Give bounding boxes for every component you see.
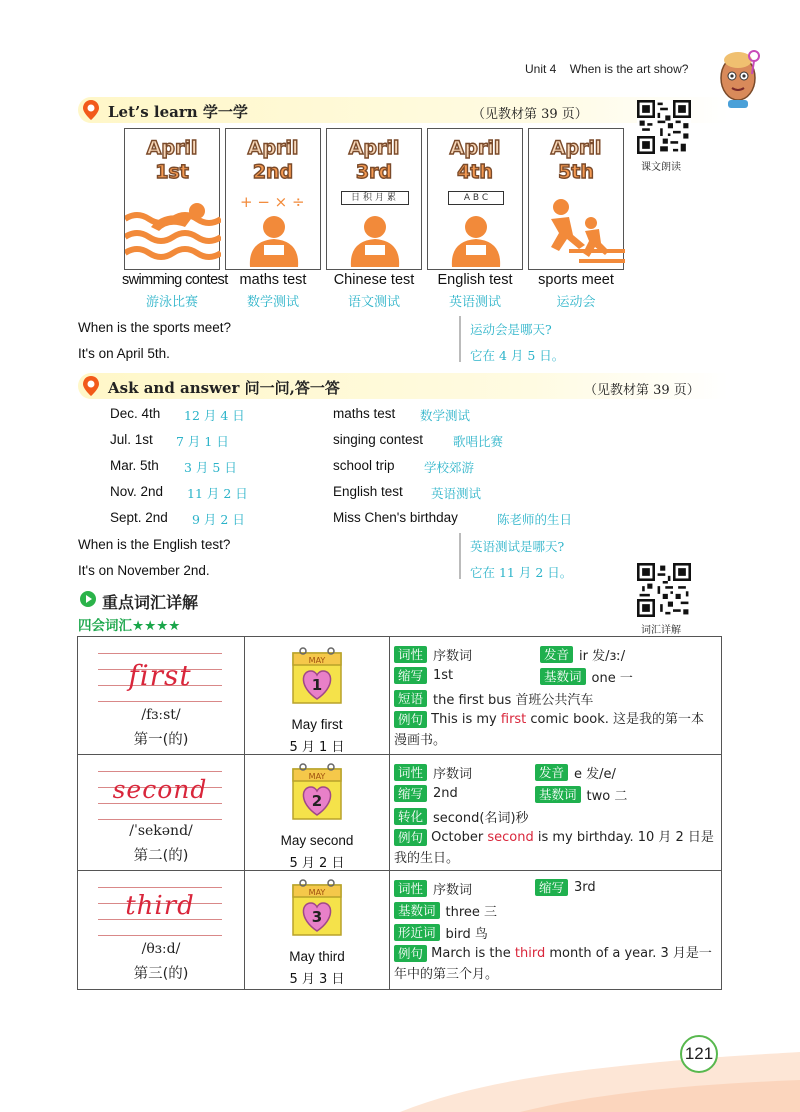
- dialog-question-zh: 运动会是哪天?: [470, 322, 552, 337]
- caption-en: Chinese test: [333, 272, 415, 288]
- card-april-3rd: [326, 128, 422, 270]
- dialog-answer: It's on April 5th.: [78, 346, 170, 361]
- vocab-word: third: [125, 891, 195, 921]
- caption-zh: 游泳比赛: [145, 295, 198, 310]
- vocab-row-third: [78, 871, 721, 989]
- meaning: 第一(的): [133, 732, 189, 748]
- date-en: Nov. 2nd: [110, 484, 164, 499]
- runner-icon: [529, 189, 625, 269]
- cardinal-value: three 三: [445, 905, 498, 920]
- tag-phrase: 短语: [394, 690, 427, 707]
- calendar-en: May first: [291, 717, 343, 732]
- event-en: school trip: [333, 458, 395, 473]
- maths-student-icon: [226, 189, 322, 269]
- abbr-value: 1st: [433, 668, 454, 683]
- location-pin-icon: [82, 375, 100, 397]
- tag-example: 例句: [394, 945, 427, 962]
- caption-zh: 语文测试: [347, 295, 400, 310]
- vocab-row-first: [78, 637, 721, 755]
- example-highlight: first: [500, 712, 527, 727]
- calendar-icon: [289, 761, 345, 821]
- calendar-month: MAY: [308, 772, 326, 781]
- date-zh: 12 月 4 日: [184, 408, 245, 423]
- caption-en: sports meet: [538, 272, 614, 288]
- calendar-zh: 5 月 1 日: [289, 740, 345, 755]
- info-cell: [390, 637, 723, 754]
- meaning: 第二(的): [133, 848, 189, 864]
- qr-label-vocab: 词汇详解: [641, 625, 681, 636]
- card-april-2nd: [225, 128, 321, 270]
- card-month: April: [348, 137, 400, 159]
- example-highlight: second: [487, 830, 534, 845]
- tag-pos: 词性: [394, 880, 427, 897]
- tag-abbr: 缩写: [535, 879, 568, 896]
- calendar-zh: 5 月 3 日: [289, 972, 345, 987]
- card-month: April: [247, 137, 299, 159]
- pron-value: ir 发/ɜː/: [579, 649, 626, 664]
- date-zh: 11 月 2 日: [187, 486, 248, 501]
- event-en: Miss Chen's birthday: [333, 510, 458, 525]
- example-post: comic book. 这是我的第一本漫画书。: [394, 712, 705, 748]
- phonetic: /ˈsekənd/: [129, 823, 193, 839]
- dialog-question-zh: 英语测试是哪天?: [470, 539, 565, 554]
- calendar-zh: 5 月 2 日: [289, 856, 345, 871]
- date-en: Sept. 2nd: [110, 510, 168, 525]
- tag-pron: 发音: [540, 646, 573, 663]
- ask-answer-ref: （见教材第 39 页）: [584, 383, 700, 398]
- abbr-value: 2nd: [433, 786, 458, 801]
- english-student-icon: [428, 189, 524, 269]
- near-form-value: bird 鸟: [445, 927, 488, 942]
- tag-cardinal: 基数词: [540, 668, 586, 685]
- english-sign: A B C: [448, 191, 504, 205]
- vocab-heading: 重点词汇详解: [102, 593, 199, 612]
- example-post: is my birthday. 10 月 2 日是我的生日。: [394, 830, 714, 866]
- chinese-sign: 日积月累: [341, 191, 409, 205]
- meaning: 第三(的): [133, 966, 189, 982]
- info-cell: [390, 755, 723, 870]
- tag-cardinal: 基数词: [394, 902, 440, 919]
- date-zh: 3 月 5 日: [184, 460, 237, 475]
- date-zh: 9 月 2 日: [192, 512, 245, 527]
- caption-zh: 英语测试: [448, 295, 501, 310]
- phrase-value: the first bus 首班公共汽车: [433, 693, 594, 708]
- calendar-number: 2: [311, 792, 323, 810]
- ask-answer-title: Ask and answer 问一问,答一答: [108, 379, 340, 397]
- qr-code-icon[interactable]: [637, 100, 691, 154]
- abbr-value: 3rd: [574, 880, 596, 895]
- calendar-number: 1: [311, 676, 323, 694]
- calendar-month: MAY: [308, 888, 326, 897]
- calendar-en: May third: [289, 949, 345, 964]
- tag-cardinal: 基数词: [535, 786, 581, 803]
- caption-zh: 数学测试: [246, 295, 299, 310]
- word-cell: [78, 755, 245, 870]
- pos-value: 序数词: [433, 767, 473, 782]
- example-sentence: [394, 827, 714, 869]
- divider: [459, 316, 461, 362]
- card-day: 4th: [457, 161, 493, 183]
- caption-en: maths test: [239, 272, 307, 288]
- event-en: singing contest: [333, 432, 424, 447]
- word-cell: [78, 871, 245, 989]
- dialog-answer-zh: 它在 11 月 2 日。: [470, 565, 573, 580]
- example-pre: This is my: [431, 712, 501, 727]
- pron-value: e 发/e/: [574, 767, 616, 782]
- lets-learn-title: Let’s learn 学一学: [108, 103, 248, 121]
- tag-conversion: 转化: [394, 808, 427, 825]
- date-en: Jul. 1st: [110, 432, 153, 447]
- calendar-cell: [245, 871, 390, 989]
- lets-learn-ref: （见教材第 39 页）: [472, 107, 588, 122]
- chinese-student-icon: [327, 189, 423, 269]
- dialog-answer: It's on November 2nd.: [78, 563, 210, 578]
- phonetic: /θɜːd/: [141, 941, 181, 957]
- footer-wave: [400, 1040, 800, 1112]
- card-day: 2nd: [252, 161, 294, 183]
- calendar-icon: [289, 645, 345, 705]
- vocab-word: second: [112, 775, 208, 804]
- calendar-number: 3: [311, 908, 323, 926]
- card-day: 1st: [155, 161, 189, 183]
- caption-en: swimming contest: [122, 272, 228, 288]
- calendar-icon: [289, 877, 345, 937]
- tag-pos: 词性: [394, 646, 427, 663]
- example-highlight: third: [514, 946, 546, 961]
- card-day: 5th: [558, 161, 594, 183]
- event-zh: 歌唱比赛: [453, 434, 504, 449]
- event-zh: 数学测试: [420, 408, 471, 423]
- divider: [459, 533, 461, 579]
- tag-pron: 发音: [535, 764, 568, 781]
- example-sentence: [394, 943, 714, 985]
- calendar-cell: [245, 755, 390, 870]
- tag-pos: 词性: [394, 764, 427, 781]
- dialog-question: When is the English test?: [78, 537, 231, 552]
- word-cell: [78, 637, 245, 754]
- date-en: Dec. 4th: [110, 406, 161, 421]
- phonetic: /fɜːst/: [141, 707, 181, 723]
- card-april-1st: [124, 128, 220, 270]
- running-header: [525, 62, 688, 76]
- vocab-level: 四会词汇★★★★: [78, 618, 181, 634]
- page-number: 121: [680, 1035, 718, 1073]
- example-sentence: [394, 709, 714, 751]
- unit-title: When is the art show?: [569, 62, 689, 76]
- event-zh: 学校郊游: [424, 460, 475, 475]
- unit-label: Unit 4: [525, 62, 557, 76]
- event-en: maths test: [333, 406, 396, 421]
- tag-abbr: 缩写: [394, 667, 427, 684]
- event-zh: 英语测试: [431, 486, 482, 501]
- caption-en: English test: [437, 272, 513, 288]
- tag-near-form: 形近词: [394, 924, 440, 941]
- card-month: April: [146, 137, 198, 159]
- vocab-table: [77, 636, 722, 990]
- tag-abbr: 缩写: [394, 785, 427, 802]
- info-cell: [390, 871, 723, 989]
- location-pin-icon: [82, 99, 100, 121]
- calendar-month: MAY: [308, 656, 326, 665]
- date-zh: 7 月 1 日: [176, 434, 229, 449]
- pos-value: 序数词: [433, 883, 473, 898]
- example-post: month of a year. 3 月是一年中的第三个月。: [394, 946, 712, 982]
- example-pre: October: [431, 830, 488, 845]
- card-day: 3rd: [355, 161, 393, 183]
- cardinal-value: one 一: [591, 671, 633, 686]
- calendar-en: May second: [280, 833, 354, 848]
- svg-text:+ − × ÷: + − × ÷: [240, 193, 305, 211]
- tag-example: 例句: [394, 829, 427, 846]
- qr-code-icon[interactable]: [637, 563, 691, 617]
- cardinal-value: two 二: [586, 789, 628, 804]
- calendar-cell: [245, 637, 390, 754]
- swimmer-icon: [125, 189, 221, 269]
- pos-value: 序数词: [433, 649, 473, 664]
- card-april-5th: [528, 128, 624, 270]
- vocab-row-second: [78, 755, 721, 871]
- card-month: April: [550, 137, 602, 159]
- event-zh: 陈老师的生日: [497, 512, 573, 527]
- card-month: April: [449, 137, 501, 159]
- event-en: English test: [333, 484, 403, 499]
- vocab-word: first: [128, 659, 192, 692]
- dialog-answer-zh: 它在 4 月 5 日。: [470, 348, 565, 363]
- date-en: Mar. 5th: [110, 458, 159, 473]
- dialog-question: When is the sports meet?: [78, 320, 232, 335]
- card-april-4th: [427, 128, 523, 270]
- play-icon: [80, 591, 96, 607]
- qr-label-reading: 课文朗读: [641, 162, 681, 173]
- caption-zh: 运动会: [556, 295, 596, 310]
- conversion-value: second(名词)秒: [433, 811, 529, 826]
- example-pre: March is the: [431, 946, 515, 961]
- tag-example: 例句: [394, 711, 427, 728]
